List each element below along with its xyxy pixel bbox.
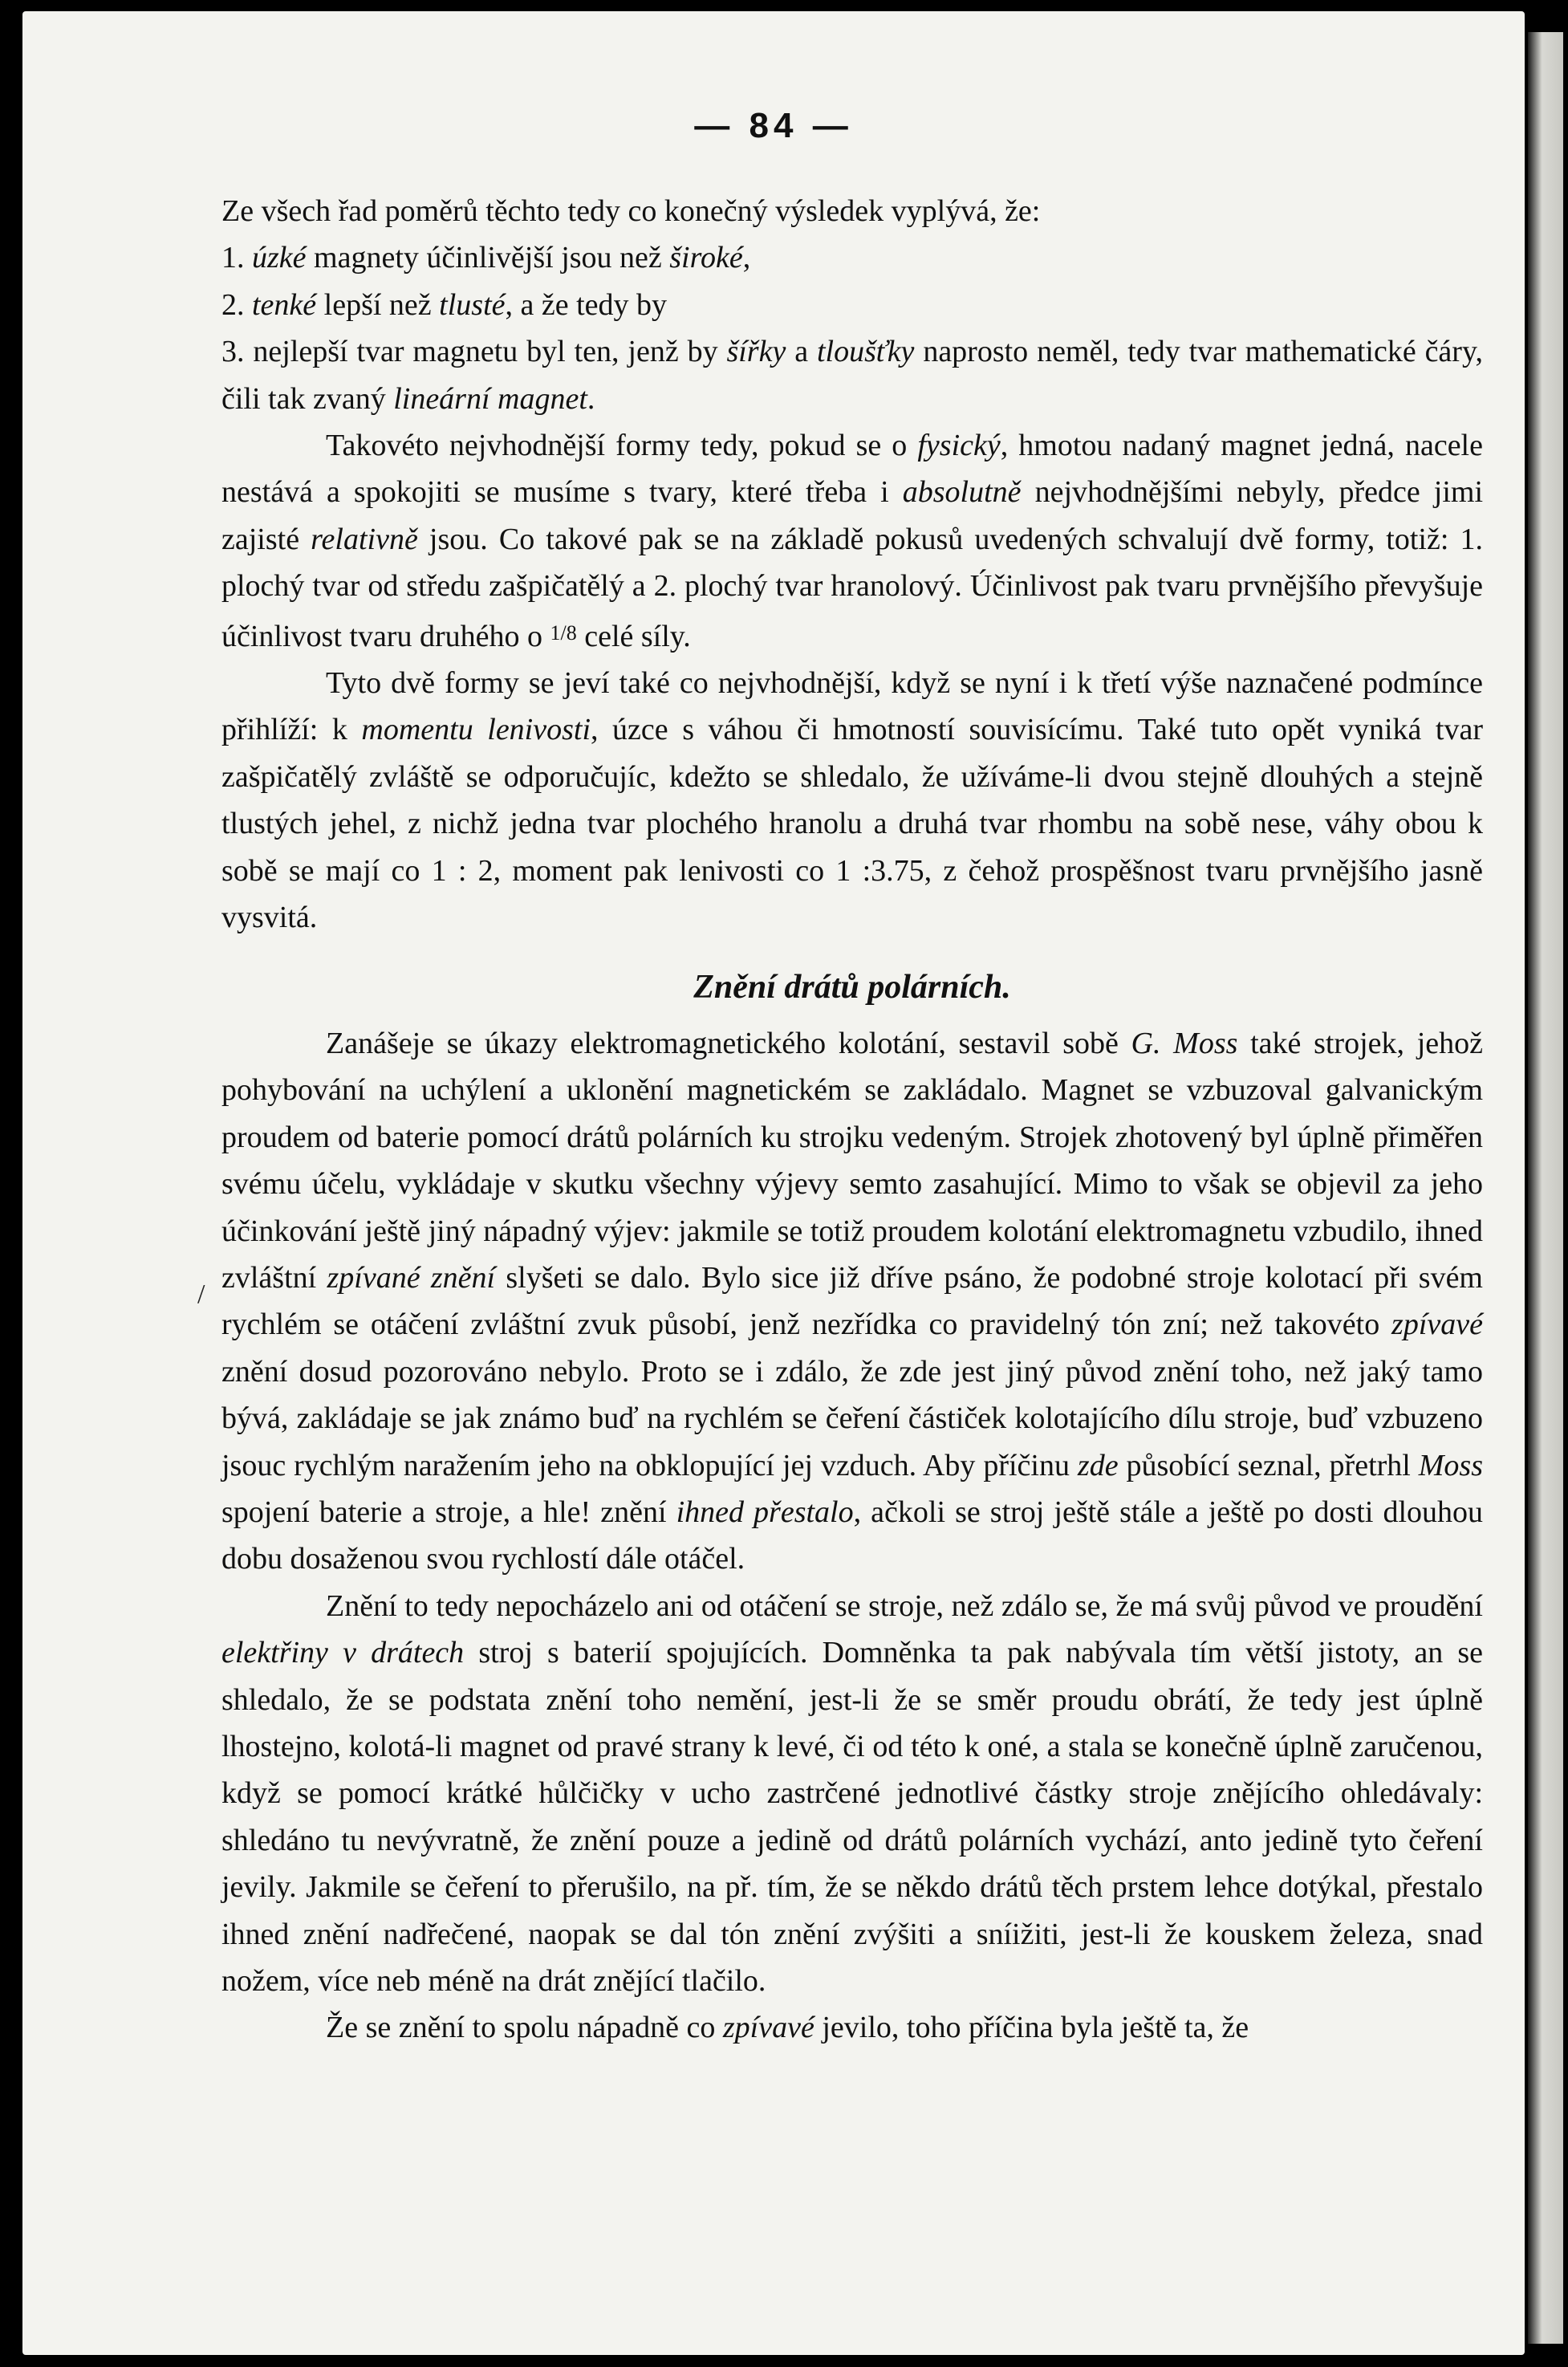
scan-edge xyxy=(1528,32,1563,2344)
list-item-3: 3. nejlepší tvar magnetu byl ten, jenž by šířky a tloušťky naprosto neměl, tedy tvar mathematické čáry, čili tak zvaný lineární magnet. xyxy=(221,335,1483,416)
paragraph-moss: Zanášeje se úkazy elektromagnetického kolotání, sestavil sobě G. Moss také strojek, jehož pohybování na uchýlení a uklonění magnetickém se zakládalo. Magnet se vzbuzoval galvanickým proudem od baterie pomocí drátů polárních ku strojku vedeným. Strojek zhotovený byl úplně přiměřen svému účelu, vykládaje v skutku všechny výjevy semto zasahující. Mimo to však se objevil za jeho účinkování ještě jiný nápadný výjev: jakmile se totiž proudem kolotání elektromagnetu vzbudilo, ihned zvláštní zpívané znění slyšeti se dalo. Bylo sice již dříve psáno, že podobné stroje kolotací při svém rychlém se otáčení zvláštní zvuk působí, jenž nezřídka co pravidelný tón zní; než takovéto zpívavé znění dosud pozorováno nebylo. Proto se i zdálo, že zde jest jiný původ znění toho, než jaký tamo bývá, zakládaje se jak známo buď na rychlém se čeření částiček kolotajícího dílu stroje, buď vzbuzeno jsouc rychlým naražením jeho na obklopující jej vzduch. Aby příčinu zde působící seznal, přetrhl Moss spojení baterie a stroje, a hle! znění ihned přestalo, ačkoli se stroj ještě stále a ještě po dosti dlouhou dobu dosaženou svou rychlostí dále otáčel. xyxy=(221,1026,1484,1576)
paragraph-origin: Znění to tedy nepocházelo ani od otáčení se stroje, než zdálo se, že má svůj původ ve proudění elektřiny v drátech stroj s baterií spojujících. Domněnka ta pak nabývala tím větší jistoty, an se shledalo, že se podstata znění toho nemění, jest-li že se směr proudu obrátí, že tedy jest úplně lhostejno, kolotá-li magnet od pravé strany k levé, či od této k oné, a stala se konečně úplně zaručenou, když se pomocí krátké hůlčičky v ucho zastrčené jednotlivé částky stroje znějícího ohledávaly: shledáno tu nevývratně, že znění pouze a jedině od drátů polárních vychází, anto jedině tyto čeření jevily. Jakmile se čeření to přerušilo, na př. tím, že se někdo drátů těch prstem lehce dotýkal, přestalo ihned znění nadřečené, naopak se dal tón znění zvýšiti a sníižiti, jest-li že kouskem železa, snad nožem, více neb méně na drát znějící tlačilo. xyxy=(221,1588,1483,1999)
list-item-1: 1. úzké magnety účinlivější jsou než široké, xyxy=(221,241,751,275)
paragraph-closing: Že se znění to spolu nápadně co zpívavé jevilo, toho příčina byla ještě ta, že xyxy=(326,2011,1249,2045)
paragraph-forms: Takovéto nejvhodnější formy tedy, pokud se o fysický, hmotou nadaný magnet jedná, nacele nestává a spokojiti se musíme s tvary, které třeba i absolutně nejvhodnějšími nebyly, předce jimi zajisté relativně jsou. Co takové pak se na základě pokusů uvedených schvalují dvě formy, totiž: 1. plochý tvar od středu zašpičatělý a 2. plochý tvar hranolový. Účinlivost pak tvaru prvnějšího převyšuje účinlivost tvaru druhého o $^{1/8}$ celé síly. xyxy=(221,429,1484,653)
fraction: 1/8 xyxy=(550,620,577,645)
body-text xyxy=(221,188,1483,2052)
paragraph-conclusion-intro: Ze všech řad poměrů těchto tedy co konečný výsledek vyplývá, že: xyxy=(221,194,1041,228)
scanned-page xyxy=(22,11,1525,2355)
margin-pencil-mark: / xyxy=(197,1279,205,1309)
list-item-2: 2. tenké lepší než tlusté, a že tedy by xyxy=(221,287,668,322)
page-number: — 84 — xyxy=(694,106,853,145)
section-heading: Znění drátů polárních. xyxy=(693,968,1011,1006)
paragraph-moment: Tyto dvě formy se jeví také co nejvhodnější, když se nyní i k třetí výše naznačené podmínce přihlíží: k momentu lenivosti, úzce s váhou či hmotností souvisícímu. Také tuto opět vyniká tvar zašpičatělý zvláště se odporučujíc, kdežto se shledalo, že užíváme-li dvou stejně dlouhých a stejně tlustých jehel, z nichž jedna tvar plochého hranolu a druhá tvar rhombu na sobě nese, váhy obou k sobě se mají co 1 : 2, moment pak lenivosti co 1 :3.75, z čehož prospěšnost tvaru prvnějšího jasně vysvitá. xyxy=(221,666,1484,935)
